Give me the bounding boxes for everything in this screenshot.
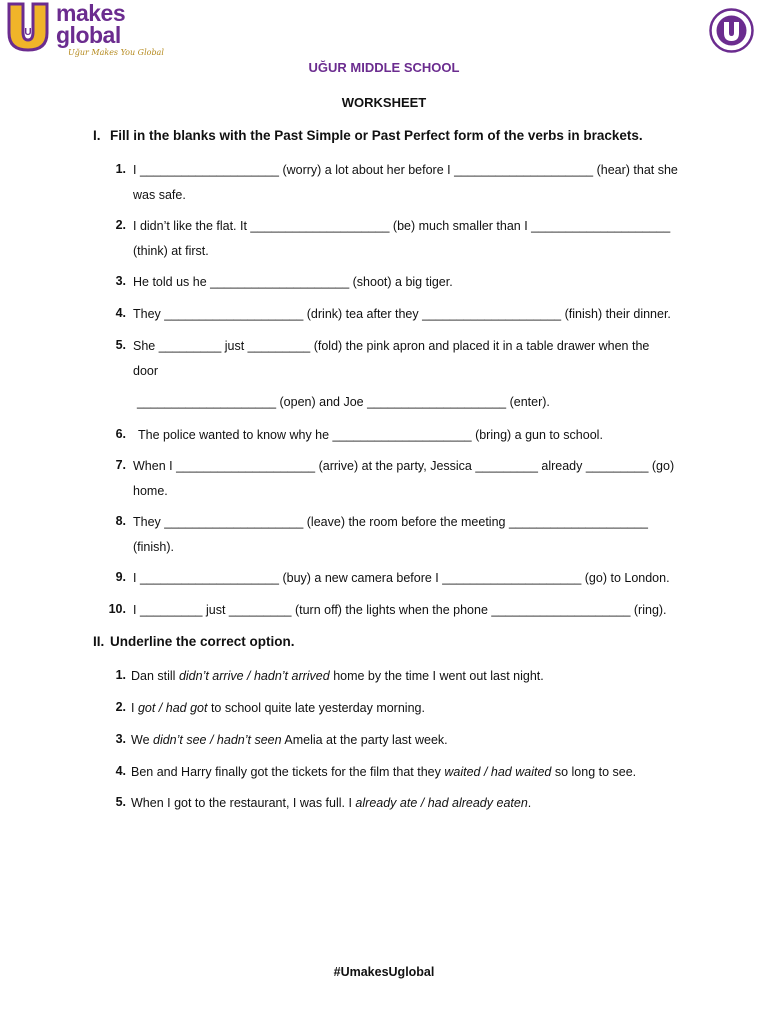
option-3-number: 3. [115, 732, 126, 746]
brand-logo [6, 0, 164, 60]
item-8-line1: They ____________________ (leave) the room before the meeting ____________________ [133, 515, 649, 529]
item-10-line1: I _________ just _________ (turn off) the lights when the phone ____________________ (ring). [133, 603, 667, 617]
item-1-line1: I ____________________ (worry) a lot about her before I ____________________ (hear) that she [133, 163, 678, 177]
brand-name-line2: global [56, 22, 121, 48]
item-6-line1: The police wanted to know why he ____________________ (bring) a gun to school. [138, 428, 603, 442]
item-5-number: 5. [115, 338, 126, 352]
option-1-pre: Dan still [131, 669, 179, 683]
item-8-line2: (finish). [133, 540, 174, 554]
item-7-number: 7. [115, 458, 126, 472]
section-1-number: I. [93, 128, 101, 143]
item-6-number: 6. [115, 427, 126, 441]
option-4-post: so long to see. [551, 765, 637, 779]
option-4-number: 4. [115, 764, 126, 778]
option-4-sentence [131, 764, 636, 780]
item-3-number: 3. [115, 274, 126, 288]
page-title: WORKSHEET [341, 95, 427, 110]
item-2-line1: I didn’t like the flat. It ____________________ (be) much smaller than I ____________________ [133, 219, 671, 233]
option-5-number: 5. [115, 795, 126, 809]
item-3-line1: He told us he ____________________ (shoot) a big tiger. [133, 275, 453, 289]
option-1-sentence [131, 668, 544, 684]
item-4-line1: They ____________________ (drink) tea after they ____________________ (finish) their dinner. [133, 307, 671, 321]
item-8-number: 8. [115, 514, 126, 528]
u-logo-icon [6, 2, 50, 52]
brand-name-line1: makes [56, 0, 126, 26]
item-1-number: 1. [115, 162, 126, 176]
option-1-number: 1. [115, 668, 126, 682]
section-1-heading [93, 128, 643, 143]
school-seal-icon [709, 8, 754, 53]
item-9-number: 9. [115, 570, 126, 584]
option-3-sentence [131, 732, 448, 748]
section-1-instruction: Fill in the blanks with the Past Simple or Past Perfect form of the verbs in brackets. [110, 128, 643, 143]
option-5-post: . [527, 796, 532, 810]
item-7-line2: home. [133, 484, 168, 498]
option-4-pre: Ben and Harry finally got the tickets for the film that they [131, 765, 445, 779]
option-5-choices: already ate / had already eaten [355, 796, 528, 810]
footer-hashtag: #UmakesUglobal [333, 965, 435, 979]
item-2-line2: (think) at first. [133, 244, 209, 258]
item-9-line1: I ____________________ (buy) a new camera before I ____________________ (go) to London. [133, 571, 670, 585]
item-1-line2: was safe. [133, 188, 186, 202]
item-2-number: 2. [115, 218, 126, 232]
option-1-choices: didn’t arrive / hadn’t arrived [178, 669, 330, 683]
brand-tagline: Uğur Makes You Global [68, 48, 164, 57]
option-3-pre: We [131, 733, 153, 747]
brand-name [56, 2, 125, 46]
item-5-line3: ____________________ (open) and Joe ____________________ (enter). [137, 395, 550, 409]
item-5-line1: She _________ just _________ (fold) the pink apron and placed it in a table drawer when the [133, 339, 650, 353]
section-2-number: II. [93, 634, 105, 649]
school-name: UĞUR MIDDLE SCHOOL [308, 60, 460, 75]
item-7-line1: When I ____________________ (arrive) at the party, Jessica _________ already _________ (go) [133, 459, 675, 473]
option-3-post: Amelia at the party last week. [281, 733, 448, 747]
section-2-instruction: Underline the correct option. [110, 634, 295, 649]
option-5-sentence [131, 795, 531, 811]
option-2-pre: I [131, 701, 138, 715]
item-10-number: 10. [108, 602, 126, 616]
section-2-heading [93, 634, 295, 649]
item-4-number: 4. [115, 306, 126, 320]
option-1-post: home by the time I went out last night. [329, 669, 544, 683]
item-5-line2: door [133, 364, 159, 378]
option-2-post: to school quite late yesterday morning. [207, 701, 425, 715]
option-2-choices: got / had got [137, 701, 208, 715]
svg-text:U: U [24, 27, 32, 38]
option-3-choices: didn’t see / hadn’t seen [153, 733, 282, 747]
option-5-pre: When I got to the restaurant, I was full. I [131, 796, 356, 810]
option-4-choices: waited / had waited [444, 765, 552, 779]
option-2-sentence [131, 700, 425, 716]
option-2-number: 2. [115, 700, 126, 714]
